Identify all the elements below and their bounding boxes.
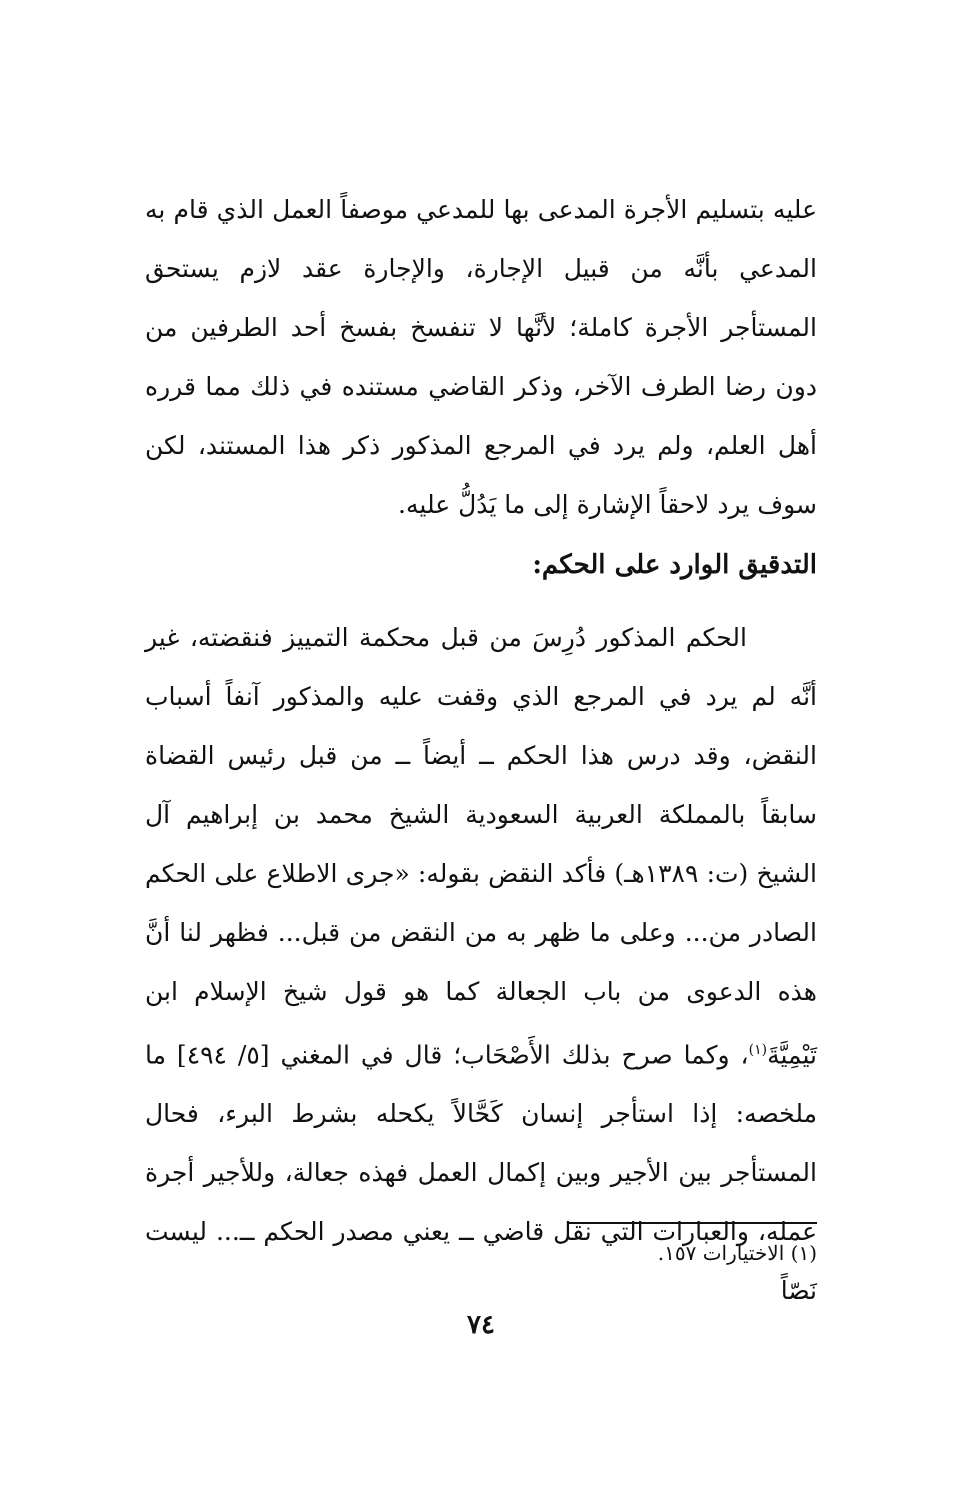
paragraph-2-part-1: الحكم المذكور دُرِسَ من قبل محكمة التمييز فنقضته، غير أنَّه لم يرد في المرجع الذي وقفت عليه والمذكور آنفاً أسباب النقض، وقد درس هذا الحكم ــ أيضاً ــ من قبل رئيس القضاة سابقاً بالمملكة العربية السعودية الشيخ محمد بن إبراهيم آل الشيخ (ت: ١٣٨٩هـ) فأكد النقض بقوله: «جرى الاطلاع على الحكم الصادر من... وعلى ما ظهر به من النقض من قبل... فظهر لنا أنَّ هذه الدعوى من باب الجعالة كما هو قول شيخ الإسلام ابن تَيْمِيَّةَ: [145, 623, 818, 1070]
page-number: ٧٤: [467, 1310, 495, 1340]
footnote-marker: (١): [748, 1042, 768, 1058]
paragraph-1: عليه بتسليم الأجرة المدعى بها للمدعي موصفاً العمل الذي قام به المدعي بأنَّه من قبيل الإجارة، والإجارة عقد لازم يستحق المستأجر الأجرة كاملة؛ لأنَّها لا تنفسخ بفسخ أحد الطرفين من دون رضا الطرف الآخر، وذكر القاضي مستنده في ذلك مما قرره أهل العلم، ولم يرد في المرجع المذكور ذكر هذا المستند، لكن سوف يرد لاحقاً الإشارة إلى ما يَدُلُّ عليه.: [145, 195, 818, 519]
footnote-divider: [567, 1222, 817, 1224]
footnote: (١) الاختيارات ١٥٧.: [657, 1241, 817, 1265]
paragraph-2: [145, 608, 817, 1320]
section-heading: التدقيق الوارد على الحكم:: [532, 550, 817, 580]
paragraph-2-part-2: ، وكما صرح بذلك الأَصْحَاب؛ قال في المغني [٥/ ٤٩٤] ما ملخصه: إذا استأجر إنسان كَحَّالاً يكحله بشرط البرء، فحال المستأجر بين الأجير وبين إكمال العمل فهذه جعالة، وللأجير أجرة عمله، والعبارات التي نقل قاضي ــ يعني مصدر الحكم ــ... ليست نَصّاً: [145, 1040, 817, 1306]
